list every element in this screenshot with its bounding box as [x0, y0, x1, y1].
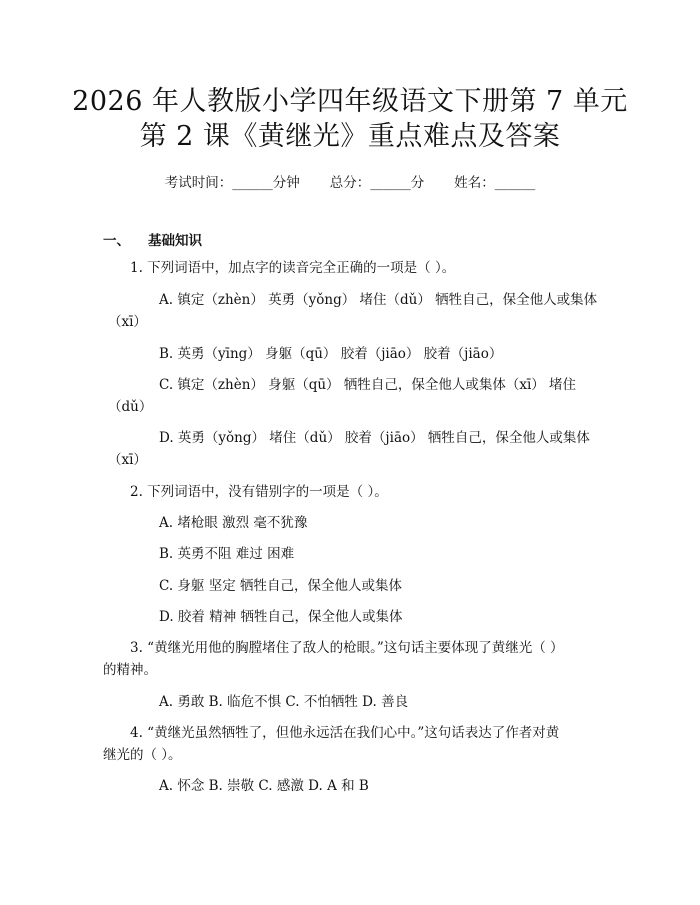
document-title-line-2: 第 2 课《黄继光》重点难点及答案 — [139, 121, 561, 152]
question-2-option-d: D. 胶着 精神 牺牲自己，保全他人或集体 — [159, 609, 403, 625]
section-number: 一、 — [103, 233, 130, 249]
exam-name-field: 姓名：______ — [454, 175, 536, 191]
question-1-option-c-cont: （dǔ） — [108, 399, 153, 415]
question-2-option-a: A. 堵枪眼 激烈 毫不犹豫 — [159, 515, 308, 531]
exam-meta — [0, 171, 700, 191]
question-2-option-c: C. 身躯 坚定 牺牲自己，保全他人或集体 — [159, 578, 403, 594]
exam-score-field: 总分：______分 — [329, 175, 425, 191]
question-2-option-b: B. 英勇不阻 难过 困难 — [159, 546, 295, 562]
question-1-option-d-cont: （xī） — [108, 452, 147, 468]
exam-time-field: 考试时间：______分钟 — [164, 175, 300, 191]
section-title: 基础知识 — [148, 233, 202, 249]
question-4-stem-cont: 继光的（ ）。 — [103, 747, 182, 763]
question-3-stem: 3. “黄继光用他的胸膛堵住了敌人的枪眼。”这句话主要体现了黄继光（ ） — [130, 640, 564, 656]
question-1-option-c: C. 镇定（zhèn） 身躯（qū） 牺牲自己，保全他人或集体（xī） 堵住 — [159, 377, 577, 393]
document-title-line-1: 2026 年人教版小学四年级语文下册第 7 单元 — [72, 86, 628, 117]
question-3-options: A. 勇敢 B. 临危不惧 C. 不怕牺牲 D. 善良 — [159, 694, 409, 710]
question-1-option-b: B. 英勇（yīng） 身躯（qū） 胶着（jiāo） 胶着（jiāo） — [159, 346, 503, 362]
section-heading — [103, 229, 202, 249]
question-1-option-d: D. 英勇（yǒng） 堵住（dǔ） 胶着（jiāo） 牺牲自己，保全他人或集体 — [159, 430, 590, 446]
question-4-stem: 4. “黄继光虽然牺牲了，但他永远活在我们心中。”这句话表达了作者对黄 — [130, 725, 560, 741]
question-3-stem-cont: 的精神。 — [103, 662, 157, 678]
question-1-stem: 1. 下列词语中，加点字的读音完全正确的一项是（ ）。 — [130, 260, 456, 276]
question-1-option-a-cont: （xī） — [108, 314, 147, 330]
question-4-options: A. 怀念 B. 崇敬 C. 感激 D. A 和 B — [159, 778, 369, 794]
question-1-option-a: A. 镇定（zhèn） 英勇（yǒng） 堵住（dǔ） 牺牲自己，保全他人或集体 — [159, 292, 598, 308]
question-2-stem: 2. 下列词语中，没有错别字的一项是（ ）。 — [130, 484, 388, 500]
